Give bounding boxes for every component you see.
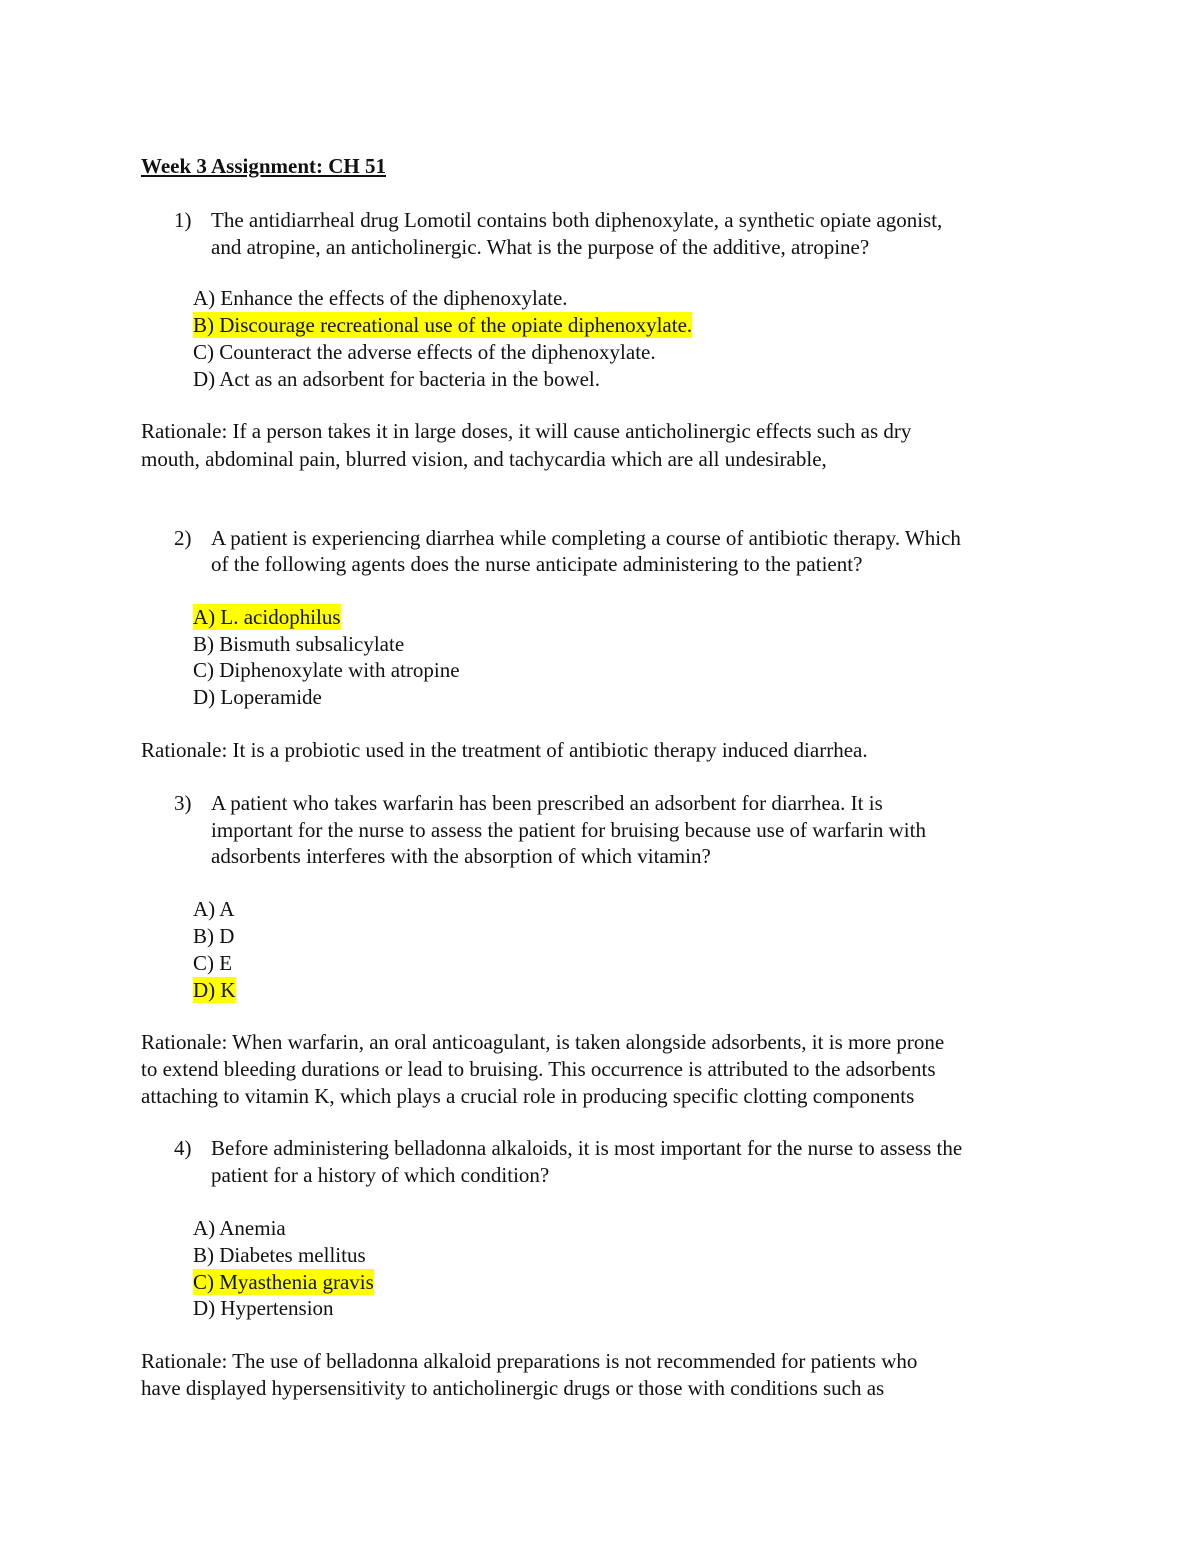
question-2-text-line-2: of the following agents does the nurse anticipate administering to the patient? — [211, 552, 863, 576]
question-3-option-a: A) A — [193, 897, 235, 921]
question-1-rationale-line-1: Rationale: If a person takes it in large doses, it will cause anticholinergic effects such as dry — [141, 419, 912, 443]
question-2-rationale: Rationale: It is a probiotic used in the treatment of antibiotic therapy induced diarrhea. — [141, 738, 868, 762]
question-1-rationale-line-2: mouth, abdominal pain, blurred vision, and tachycardia which are all undesirable, — [141, 447, 827, 471]
question-2-option-a-answer: A) L. acidophilus — [193, 605, 341, 629]
question-3-text-line-1: A patient who takes warfarin has been prescribed an adsorbent for diarrhea. It is — [211, 791, 883, 815]
question-3-text-line-3: adsorbents interferes with the absorption of which vitamin? — [211, 844, 711, 868]
question-1-text-line-2: and atropine, an anticholinergic. What is the purpose of the additive, atropine? — [211, 235, 870, 259]
question-1-option-c: C) Counteract the adverse effects of the diphenoxylate. — [193, 340, 656, 364]
question-1-option-b-answer: B) Discourage recreational use of the opiate diphenoxylate. — [193, 313, 693, 337]
question-2-option-c: C) Diphenoxylate with atropine — [193, 658, 460, 682]
question-3-number: 3) — [174, 791, 192, 815]
question-4-option-c-answer: C) Myasthenia gravis — [193, 1270, 374, 1294]
question-4-rationale-line-2: have displayed hypersensitivity to anticholinergic drugs or those with conditions such as — [141, 1376, 885, 1400]
question-2-text-line-1: A patient is experiencing diarrhea while completing a course of antibiotic therapy. Which — [211, 526, 961, 550]
question-2-option-d: D) Loperamide — [193, 685, 322, 709]
question-1-option-d: D) Act as an adsorbent for bacteria in the bowel. — [193, 367, 601, 391]
question-4-option-d: D) Hypertension — [193, 1296, 334, 1320]
question-4-text-line-2: patient for a history of which condition? — [211, 1163, 550, 1187]
question-4-option-b: B) Diabetes mellitus — [193, 1243, 366, 1267]
question-3-rationale-line-2: to extend bleeding durations or lead to bruising. This occurrence is attributed to the adsorbents — [141, 1057, 936, 1081]
question-3-option-c: C) E — [193, 951, 233, 975]
question-2-number: 2) — [174, 526, 192, 550]
question-4-option-a: A) Anemia — [193, 1216, 286, 1240]
question-1-text-line-1: The antidiarrheal drug Lomotil contains both diphenoxylate, a synthetic opiate agonist, — [211, 208, 943, 232]
question-2-option-b: B) Bismuth subsalicylate — [193, 632, 405, 656]
question-3-rationale-line-3: attaching to vitamin K, which plays a crucial role in producing specific clotting components — [141, 1084, 915, 1108]
question-3-option-d-answer: D) K — [193, 978, 236, 1002]
question-1-option-a: A) Enhance the effects of the diphenoxylate. — [193, 286, 568, 310]
question-3-option-b: B) D — [193, 924, 235, 948]
question-3-text-line-2: important for the nurse to assess the patient for bruising because use of warfarin with — [211, 818, 926, 842]
page-title: Week 3 Assignment: CH 51 — [141, 154, 387, 178]
question-1-number: 1) — [174, 208, 192, 232]
question-3-rationale-line-1: Rationale: When warfarin, an oral anticoagulant, is taken alongside adsorbents, it is more prone — [141, 1030, 945, 1054]
question-4-number: 4) — [174, 1136, 192, 1160]
question-4-rationale-line-1: Rationale: The use of belladonna alkaloid preparations is not recommended for patients who — [141, 1349, 918, 1373]
question-4-text-line-1: Before administering belladonna alkaloids, it is most important for the nurse to assess the — [211, 1136, 963, 1160]
